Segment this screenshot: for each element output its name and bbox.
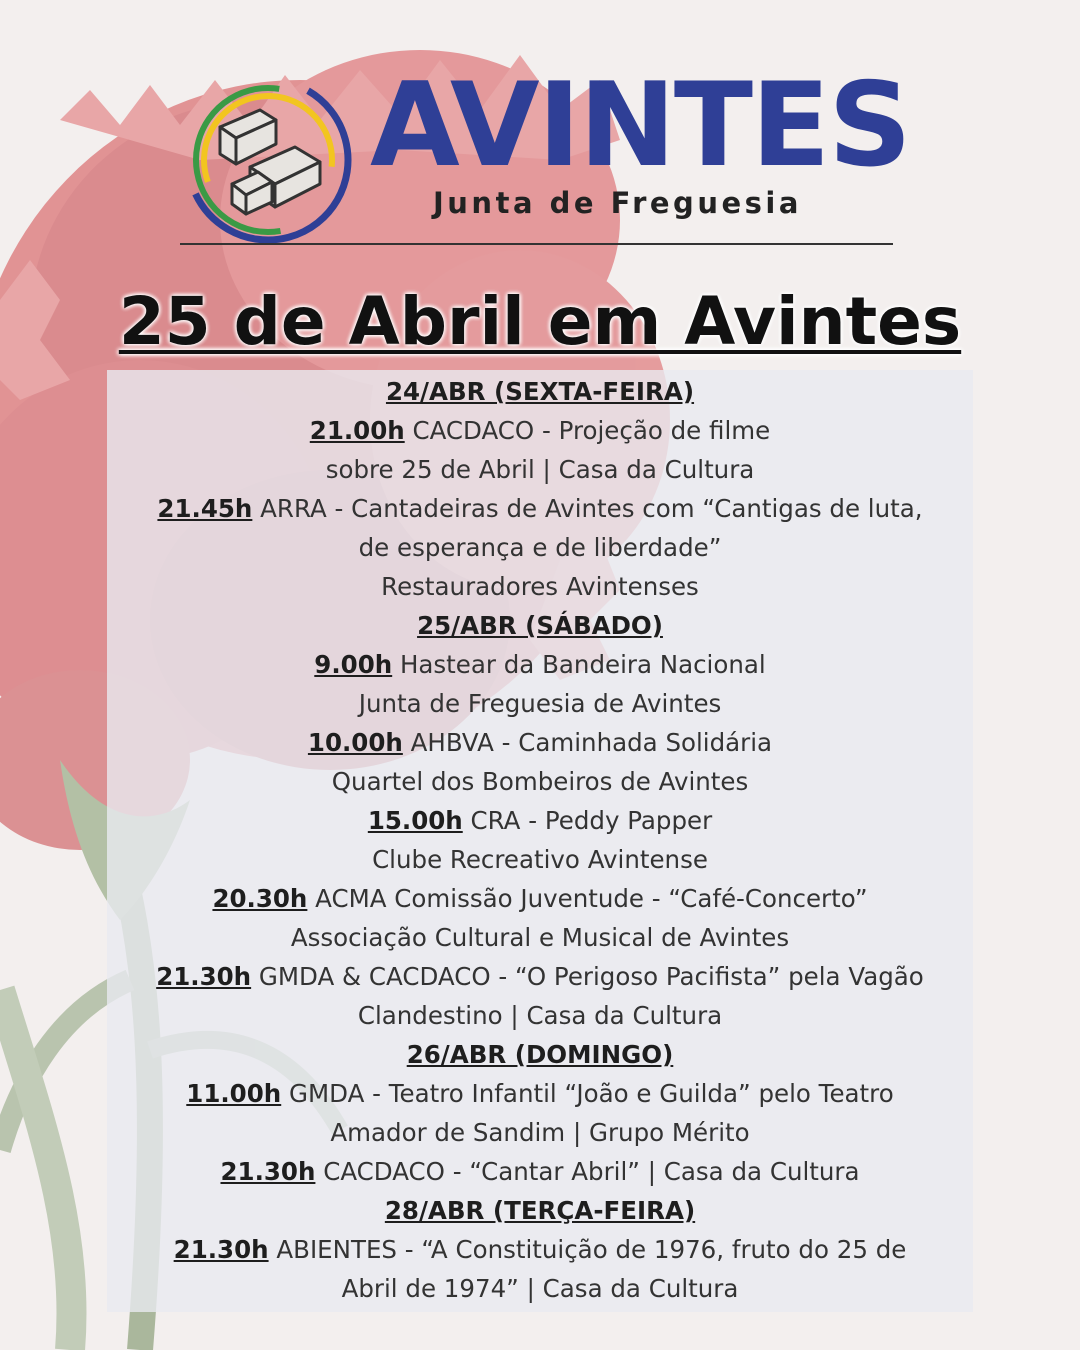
event-time: 21.30h [220, 1157, 316, 1186]
event-text: ABIENTES - “A Constituição de 1976, fruto do 25 de [276, 1235, 907, 1264]
event-text: GMDA - Teatro Infantil “João e Guilda” pelo Teatro [289, 1079, 894, 1108]
event-detail-line [92, 528, 988, 567]
event-text: CACDACO - “Cantar Abril” | Casa da Cultura [323, 1157, 860, 1186]
event-item [92, 879, 988, 918]
event-time: 21.00h [309, 416, 405, 445]
header-divider [180, 243, 893, 245]
event-text: Amador de Sandim | Grupo Mérito [330, 1118, 750, 1147]
event-text: CACDACO - Projeção de filme [412, 416, 771, 445]
event-detail-line [92, 684, 988, 723]
event-time: 10.00h [307, 728, 403, 757]
event-text: AHBVA - Caminhada Solidária [410, 728, 773, 757]
page-title: 25 de Abril em Avintes [118, 283, 962, 360]
event-text: ACMA Comissão Juventude - “Café-Concerto” [315, 884, 868, 913]
event-time: 20.30h [212, 884, 308, 913]
event-text: de esperança e de liberdade” [358, 533, 722, 562]
event-detail-line [92, 1113, 988, 1152]
brand-logo [180, 50, 910, 240]
event-text: Junta de Freguesia de Avintes [358, 689, 722, 718]
event-text: CRA - Peddy Papper [470, 806, 713, 835]
event-text: GMDA & CACDACO - “O Perigoso Pacifista” pela Vagão [258, 962, 924, 991]
event-text: Hastear da Bandeira Nacional [399, 650, 766, 679]
event-item [92, 801, 988, 840]
event-item [92, 489, 988, 528]
event-text: Abril de 1974” | Casa da Cultura [341, 1274, 739, 1303]
event-text: sobre 25 de Abril | Casa da Cultura [325, 455, 755, 484]
event-time: 15.00h [367, 806, 463, 835]
event-item [92, 1152, 988, 1191]
event-detail-line [92, 762, 988, 801]
building-blocks-logo-icon [180, 72, 356, 248]
event-text: Restauradores Avintenses [381, 572, 699, 601]
event-time: 21.45h [157, 494, 253, 523]
event-detail-line [92, 996, 988, 1035]
event-time: 11.00h [186, 1079, 282, 1108]
event-item [92, 411, 988, 450]
event-text: Clube Recreativo Avintense [372, 845, 708, 874]
event-text: Associação Cultural e Musical de Avintes [290, 923, 790, 952]
event-item [92, 957, 988, 996]
day-heading: 26/ABR (DOMINGO) [406, 1040, 674, 1069]
brand-name: AVINTES [370, 58, 910, 193]
day-heading: 24/ABR (SEXTA-FEIRA) [385, 377, 695, 406]
event-item [92, 1230, 988, 1269]
event-detail-line [92, 450, 988, 489]
event-time: 21.30h [173, 1235, 269, 1264]
event-detail-line [92, 918, 988, 957]
event-item [92, 1074, 988, 1113]
event-item [92, 645, 988, 684]
event-detail-line [92, 1269, 988, 1308]
event-item [92, 723, 988, 762]
event-text: ARRA - Cantadeiras de Avintes com “Cantigas de luta, [260, 494, 923, 523]
event-schedule [92, 372, 988, 1308]
event-time: 21.30h [156, 962, 252, 991]
event-detail-line [92, 840, 988, 879]
day-heading: 25/ABR (SÁBADO) [417, 611, 663, 640]
event-detail-line [92, 567, 988, 606]
event-time: 9.00h [314, 650, 393, 679]
event-text: Quartel dos Bombeiros de Avintes [331, 767, 749, 796]
day-heading: 28/ABR (TERÇA-FEIRA) [384, 1196, 696, 1225]
event-text: Clandestino | Casa da Cultura [357, 1001, 723, 1030]
brand-subtitle: Junta de Freguesia [433, 186, 802, 220]
